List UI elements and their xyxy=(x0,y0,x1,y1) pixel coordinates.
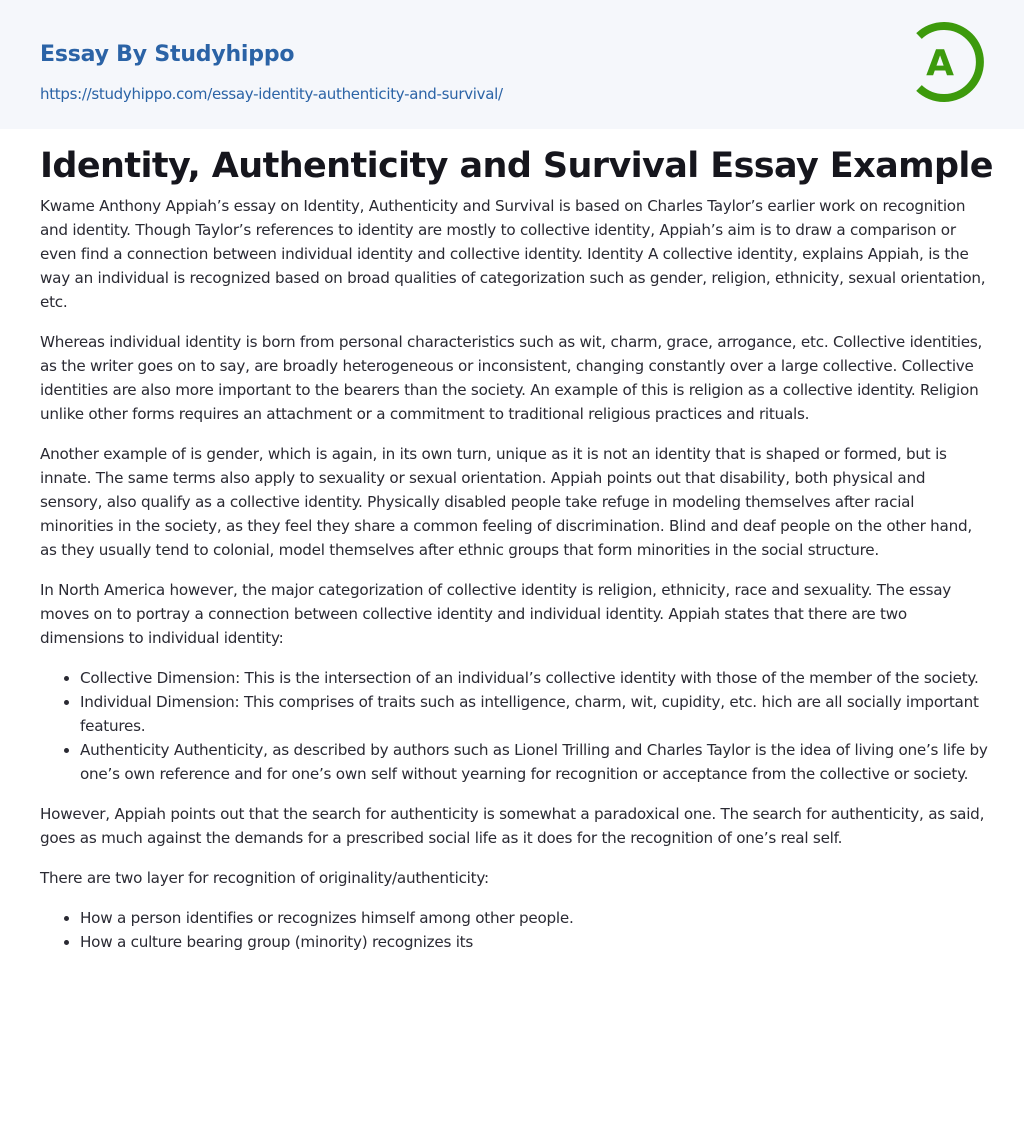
page-title: Identity, Authenticity and Survival Essay Example xyxy=(40,146,993,186)
list-item: • How a person identifies or recognizes himself among other people. xyxy=(80,906,988,930)
paragraph: However, Appiah points out that the search for authenticity is somewhat a paradoxical one. The search for authenticity, as said, goes as much against the demands for a prescribed social life as it does for the recognition of one’s real self. xyxy=(40,805,985,847)
paragraph: In North America however, the major categorization of collective identity is religion, ethnicity, race and sexuality. The essay moves on to portray a connection between collective identity and individual identity. Appiah states that there are two dimensions to individual identity: xyxy=(40,581,952,647)
list-item: • How a culture bearing group (minority) recognizes its xyxy=(80,930,988,954)
source-url-link[interactable]: https://studyhippo.com/essay-identity-authenticity-and-survival/ xyxy=(40,85,503,103)
paragraph: Kwame Anthony Appiah’s essay on Identity, Authenticity and Survival is based on Charles Taylor’s earlier work on recognition and identity. Though Taylor’s references to identity are mostly to collective identity, Appiah’s aim is to draw a comparison or even find a connection between individual identity and collective identity. Identity A collective identity, explains Appiah, is the way an individual is recognized based on broad qualities of categorization such as gender, religion, ethnicity, sexual orientation, etc. xyxy=(40,197,986,311)
logo-letter: A xyxy=(926,43,954,84)
list-item: • Authenticity Authenticity, as described by authors such as Lionel Trilling and Charles Taylor is the idea of living one’s life by one’s own reference and for one’s own self without yearning for recognition or acceptance from the collective or society. xyxy=(80,738,988,786)
site-name: Essay By Studyhippo xyxy=(40,42,295,67)
essay-body xyxy=(40,194,988,970)
list-item: • Collective Dimension: This is the intersection of an individual’s collective identity with those of the member of the society. xyxy=(80,666,988,690)
paragraph: Whereas individual identity is born from personal characteristics such as wit, charm, grace, arrogance, etc. Collective identities, as the writer goes on to say, are broadly heterogeneous or inconsistent, changing constantly over a large collective. Collective identities are also more important to the bearers than the society. An example of this is religion as a collective identity. Religion unlike other forms requires an attachment or a commitment to traditional religious practices and rituals. xyxy=(40,333,983,423)
identity-dimensions-list xyxy=(40,666,988,786)
paragraph: There are two layer for recognition of originality/authenticity: xyxy=(40,869,489,887)
paragraph: Another example of is gender, which is again, in its own turn, unique as it is not an identity that is shaped or formed, but is innate. The same terms also apply to sexuality or sexual orientation. Appiah points out that disability, both physical and sensory, also qualify as a collective identity. Physically disabled people take refuge in modeling themselves after racial minorities in the society, as they feel they share a common feeling of discrimination. Blind and deaf people on the other hand, as they usually tend to colonial, model themselves after ethnic groups that form minorities in the social structure. xyxy=(40,445,972,559)
recognition-layers-list xyxy=(40,906,988,954)
list-item: • Individual Dimension: This comprises of traits such as intelligence, charm, wit, cupidity, etc. hich are all socially important features. xyxy=(80,690,988,738)
